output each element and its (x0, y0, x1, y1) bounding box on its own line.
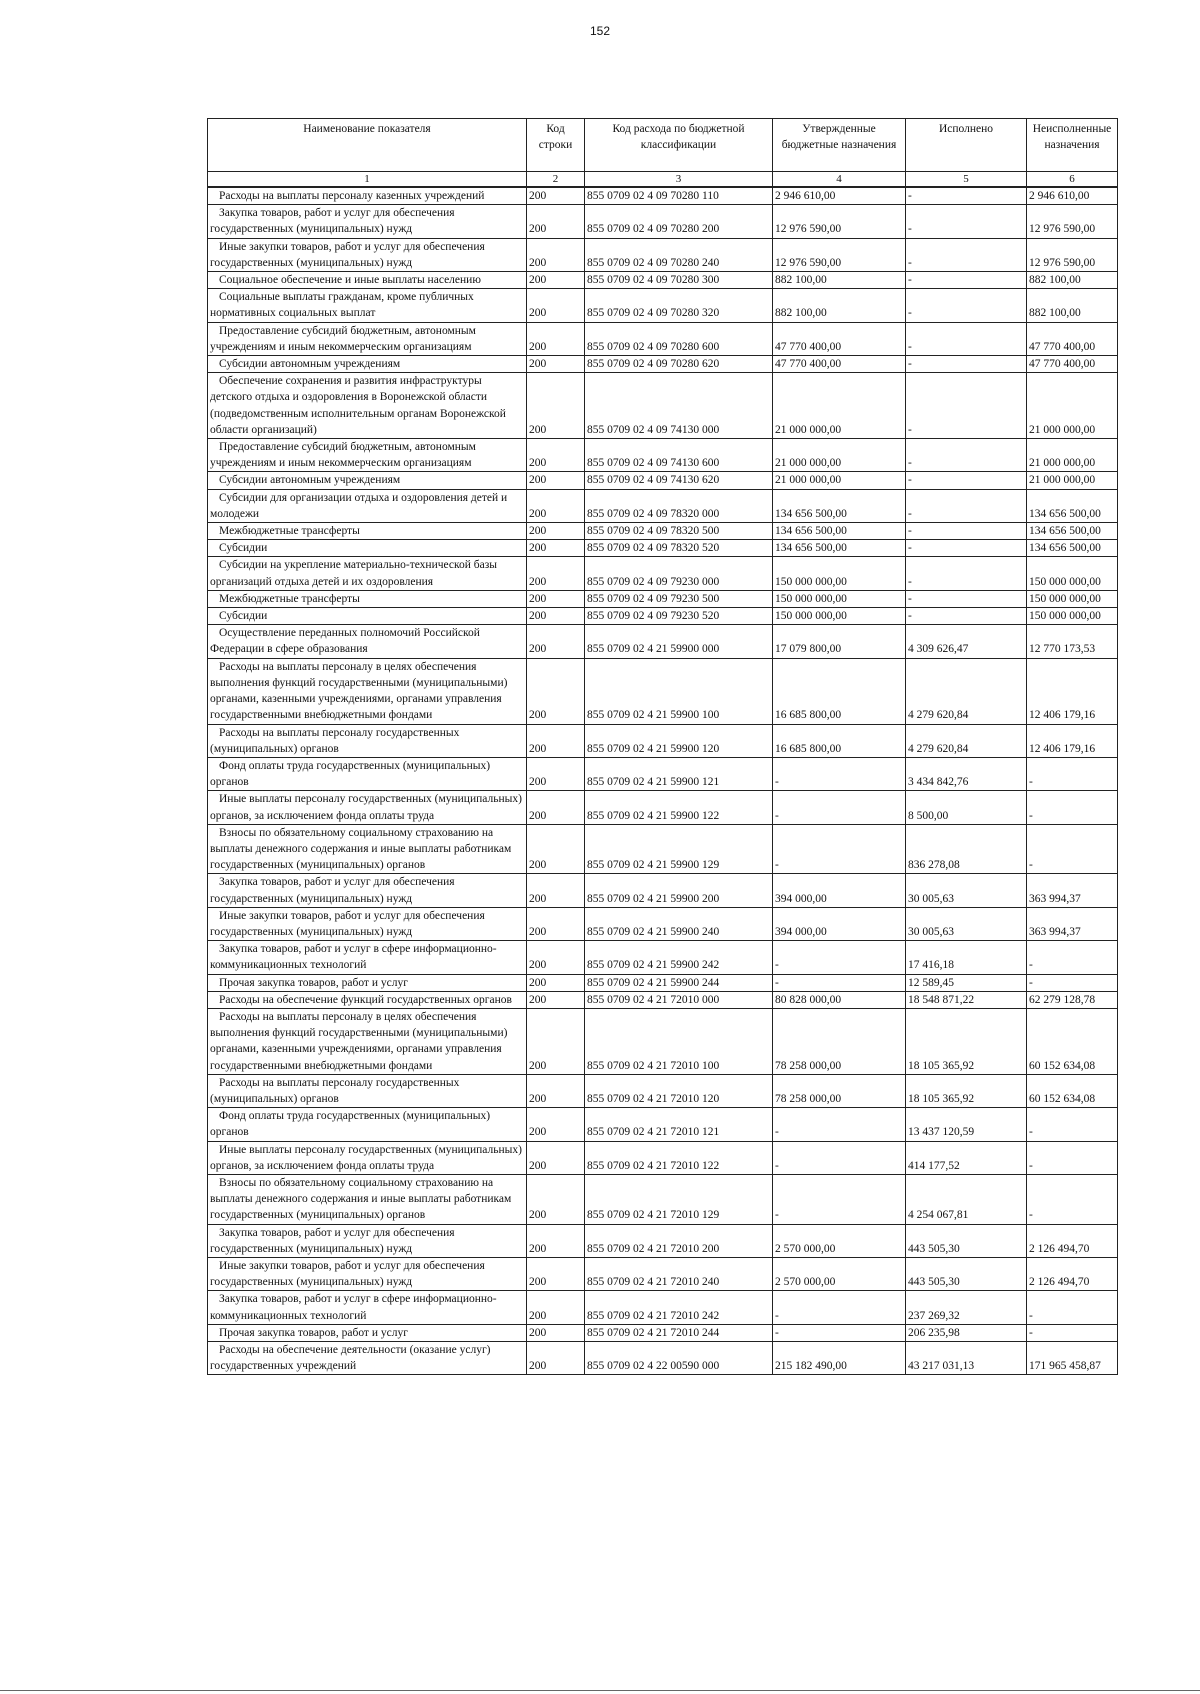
row-executed-amount: 3 434 842,76 (906, 757, 1027, 790)
budget-execution-table (207, 118, 1118, 1375)
table-row (208, 289, 1118, 322)
row-line-code: 200 (527, 1141, 585, 1174)
row-executed-amount: 4 309 626,47 (906, 625, 1027, 658)
table-row (208, 205, 1118, 238)
row-classification-code: 855 0709 02 4 21 59900 120 (585, 724, 773, 757)
table-row (208, 824, 1118, 874)
row-approved-amount: 21 000 000,00 (773, 439, 906, 472)
row-unexecuted-amount: 2 946 610,00 (1027, 187, 1118, 205)
row-unexecuted-amount: 12 976 590,00 (1027, 205, 1118, 238)
row-approved-amount: 882 100,00 (773, 289, 906, 322)
row-unexecuted-amount: - (1027, 824, 1118, 874)
row-line-code: 200 (527, 439, 585, 472)
row-unexecuted-amount: 363 994,37 (1027, 907, 1118, 940)
row-executed-amount: 4 279 620,84 (906, 658, 1027, 724)
row-classification-code: 855 0709 02 4 21 59900 242 (585, 941, 773, 974)
row-unexecuted-amount: 150 000 000,00 (1027, 590, 1118, 607)
table-row (208, 356, 1118, 373)
row-approved-amount: 134 656 500,00 (773, 489, 906, 522)
table-row (208, 322, 1118, 355)
row-unexecuted-amount: 150 000 000,00 (1027, 608, 1118, 625)
row-approved-amount: 78 258 000,00 (773, 1074, 906, 1107)
row-line-code: 200 (527, 373, 585, 439)
table-row (208, 625, 1118, 658)
row-approved-amount: 2 570 000,00 (773, 1224, 906, 1257)
table-row (208, 757, 1118, 790)
row-unexecuted-amount: 134 656 500,00 (1027, 489, 1118, 522)
row-indicator-name: Иные выплаты персоналу государственных (муниципальных) органов, за исключением фонда оплаты труда (208, 1141, 527, 1174)
table-row (208, 991, 1118, 1008)
row-approved-amount: 78 258 000,00 (773, 1008, 906, 1074)
row-executed-amount: 17 416,18 (906, 941, 1027, 974)
row-unexecuted-amount: 363 994,37 (1027, 874, 1118, 907)
row-indicator-name: Закупка товаров, работ и услуг для обеспечения государственных (муниципальных) нужд (208, 205, 527, 238)
row-line-code: 200 (527, 791, 585, 824)
row-unexecuted-amount: - (1027, 974, 1118, 991)
row-executed-amount: - (906, 289, 1027, 322)
row-classification-code: 855 0709 02 4 09 79230 520 (585, 608, 773, 625)
row-line-code: 200 (527, 289, 585, 322)
column-number: 1 (208, 172, 527, 188)
row-approved-amount: 16 685 800,00 (773, 724, 906, 757)
row-indicator-name: Взносы по обязательному социальному страхованию на выплаты денежного содержания и иные выплаты работникам государственных (муниципальных) органов (208, 824, 527, 874)
row-executed-amount: - (906, 322, 1027, 355)
row-line-code: 200 (527, 590, 585, 607)
row-indicator-name: Субсидии на укрепление материально-технической базы организаций отдыха детей и их оздоровления (208, 557, 527, 590)
row-approved-amount: - (773, 1291, 906, 1324)
row-indicator-name: Прочая закупка товаров, работ и услуг (208, 1324, 527, 1341)
row-indicator-name: Расходы на выплаты персоналу в целях обеспечения выполнения функций государственными (муниципальными) органами, казенными учреждениями, органами управления государственными внебюджетными фондами (208, 1008, 527, 1074)
table-row (208, 1141, 1118, 1174)
row-classification-code: 855 0709 02 4 21 72010 121 (585, 1108, 773, 1141)
table-header-row (208, 119, 1118, 172)
table-row (208, 974, 1118, 991)
row-unexecuted-amount: 21 000 000,00 (1027, 373, 1118, 439)
row-approved-amount: - (773, 791, 906, 824)
row-executed-amount: 43 217 031,13 (906, 1342, 1027, 1375)
row-indicator-name: Расходы на обеспечение функций государственных органов (208, 991, 527, 1008)
row-unexecuted-amount: 60 152 634,08 (1027, 1074, 1118, 1107)
row-executed-amount: 443 505,30 (906, 1224, 1027, 1257)
page-number: 152 (589, 24, 611, 38)
row-classification-code: 855 0709 02 4 09 78320 520 (585, 540, 773, 557)
row-line-code: 200 (527, 974, 585, 991)
row-executed-amount: - (906, 472, 1027, 489)
header-approved-appropriations: Утвержденные бюджетные назначения (773, 119, 906, 172)
row-approved-amount: - (773, 1324, 906, 1341)
row-line-code: 200 (527, 625, 585, 658)
row-indicator-name: Межбюджетные трансферты (208, 590, 527, 607)
row-approved-amount: 394 000,00 (773, 907, 906, 940)
row-indicator-name: Социальное обеспечение и иные выплаты населению (208, 272, 527, 289)
row-classification-code: 855 0709 02 4 21 72010 200 (585, 1224, 773, 1257)
row-classification-code: 855 0709 02 4 21 72010 120 (585, 1074, 773, 1107)
row-indicator-name: Осуществление переданных полномочий Российской Федерации в сфере образования (208, 625, 527, 658)
header-budget-classification-code: Код расхода по бюджетной классификации (585, 119, 773, 172)
row-indicator-name: Иные выплаты персоналу государственных (муниципальных) органов, за исключением фонда оплаты труда (208, 791, 527, 824)
row-line-code: 200 (527, 1074, 585, 1107)
row-indicator-name: Взносы по обязательному социальному страхованию на выплаты денежного содержания и иные выплаты работникам государственных (муниципальных) органов (208, 1174, 527, 1224)
row-unexecuted-amount: 12 406 179,16 (1027, 724, 1118, 757)
row-approved-amount: 47 770 400,00 (773, 356, 906, 373)
row-approved-amount: 80 828 000,00 (773, 991, 906, 1008)
row-classification-code: 855 0709 02 4 09 78320 500 (585, 523, 773, 540)
row-unexecuted-amount: - (1027, 1141, 1118, 1174)
row-line-code: 200 (527, 1342, 585, 1375)
row-indicator-name: Иные закупки товаров, работ и услуг для обеспечения государственных (муниципальных) нужд (208, 238, 527, 271)
row-approved-amount: - (773, 1141, 906, 1174)
row-unexecuted-amount: 2 126 494,70 (1027, 1224, 1118, 1257)
row-indicator-name: Обеспечение сохранения и развития инфраструктуры детского отдыха и оздоровления в Воронежской области (подведомственным исполнительным органам Воронежской области организаций) (208, 373, 527, 439)
row-line-code: 200 (527, 1224, 585, 1257)
row-indicator-name: Расходы на выплаты персоналу государственных (муниципальных) органов (208, 724, 527, 757)
table-row (208, 608, 1118, 625)
row-line-code: 200 (527, 187, 585, 205)
row-indicator-name: Расходы на выплаты персоналу в целях обеспечения выполнения функций государственными (муниципальными) органами, казенными учреждениями, органами управления государственными внебюджетными фондами (208, 658, 527, 724)
row-line-code: 200 (527, 356, 585, 373)
row-approved-amount: 12 976 590,00 (773, 238, 906, 271)
row-classification-code: 855 0709 02 4 21 59900 122 (585, 791, 773, 824)
header-unexecuted-appropriations: Неисполненные назначения (1027, 119, 1118, 172)
row-indicator-name: Субсидии автономным учреждениям (208, 356, 527, 373)
row-indicator-name: Субсидии для организации отдыха и оздоровления детей и молодежи (208, 489, 527, 522)
row-classification-code: 855 0709 02 4 21 59900 200 (585, 874, 773, 907)
row-executed-amount: 8 500,00 (906, 791, 1027, 824)
row-line-code: 200 (527, 557, 585, 590)
header-executed: Исполнено (906, 119, 1027, 172)
table-row (208, 540, 1118, 557)
row-unexecuted-amount: 62 279 128,78 (1027, 991, 1118, 1008)
table-row (208, 373, 1118, 439)
table-row (208, 724, 1118, 757)
row-line-code: 200 (527, 489, 585, 522)
row-executed-amount: - (906, 205, 1027, 238)
row-approved-amount: - (773, 941, 906, 974)
row-executed-amount: - (906, 489, 1027, 522)
row-line-code: 200 (527, 757, 585, 790)
row-classification-code: 855 0709 02 4 09 70280 320 (585, 289, 773, 322)
row-executed-amount: 13 437 120,59 (906, 1108, 1027, 1141)
row-classification-code: 855 0709 02 4 21 59900 100 (585, 658, 773, 724)
row-classification-code: 855 0709 02 4 21 59900 244 (585, 974, 773, 991)
row-approved-amount: - (773, 1174, 906, 1224)
table-row (208, 907, 1118, 940)
row-approved-amount: 394 000,00 (773, 874, 906, 907)
row-executed-amount: - (906, 238, 1027, 271)
row-executed-amount: 4 254 067,81 (906, 1174, 1027, 1224)
table-row (208, 1342, 1118, 1375)
row-unexecuted-amount: - (1027, 757, 1118, 790)
table-row (208, 1108, 1118, 1141)
table-row (208, 472, 1118, 489)
row-classification-code: 855 0709 02 4 21 59900 121 (585, 757, 773, 790)
row-line-code: 200 (527, 874, 585, 907)
row-line-code: 200 (527, 540, 585, 557)
row-line-code: 200 (527, 523, 585, 540)
row-indicator-name: Расходы на выплаты персоналу казенных учреждений (208, 187, 527, 205)
table-row (208, 1324, 1118, 1341)
row-unexecuted-amount: 2 126 494,70 (1027, 1258, 1118, 1291)
row-unexecuted-amount: 47 770 400,00 (1027, 322, 1118, 355)
row-indicator-name: Иные закупки товаров, работ и услуг для обеспечения государственных (муниципальных) нужд (208, 907, 527, 940)
table-row (208, 187, 1118, 205)
row-unexecuted-amount: - (1027, 791, 1118, 824)
row-classification-code: 855 0709 02 4 09 70280 620 (585, 356, 773, 373)
row-approved-amount: 12 976 590,00 (773, 205, 906, 238)
table-row (208, 791, 1118, 824)
row-line-code: 200 (527, 1174, 585, 1224)
table-body (208, 187, 1118, 1375)
row-classification-code: 855 0709 02 4 09 70280 200 (585, 205, 773, 238)
row-executed-amount: 237 269,32 (906, 1291, 1027, 1324)
row-unexecuted-amount: - (1027, 941, 1118, 974)
row-classification-code: 855 0709 02 4 21 59900 240 (585, 907, 773, 940)
row-classification-code: 855 0709 02 4 21 72010 000 (585, 991, 773, 1008)
row-approved-amount: 134 656 500,00 (773, 523, 906, 540)
table-row (208, 590, 1118, 607)
row-indicator-name: Закупка товаров, работ и услуг для обеспечения государственных (муниципальных) нужд (208, 874, 527, 907)
row-executed-amount: 30 005,63 (906, 874, 1027, 907)
table-row (208, 557, 1118, 590)
row-indicator-name: Межбюджетные трансферты (208, 523, 527, 540)
row-line-code: 200 (527, 1008, 585, 1074)
row-executed-amount: 18 548 871,22 (906, 991, 1027, 1008)
row-approved-amount: 882 100,00 (773, 272, 906, 289)
row-unexecuted-amount: 60 152 634,08 (1027, 1008, 1118, 1074)
row-approved-amount: 150 000 000,00 (773, 557, 906, 590)
table-row (208, 1174, 1118, 1224)
row-executed-amount: - (906, 439, 1027, 472)
row-indicator-name: Расходы на выплаты персоналу государственных (муниципальных) органов (208, 1074, 527, 1107)
row-classification-code: 855 0709 02 4 09 70280 300 (585, 272, 773, 289)
row-classification-code: 855 0709 02 4 21 59900 000 (585, 625, 773, 658)
row-unexecuted-amount: - (1027, 1324, 1118, 1341)
row-classification-code: 855 0709 02 4 21 72010 242 (585, 1291, 773, 1324)
row-line-code: 200 (527, 724, 585, 757)
table-row (208, 272, 1118, 289)
row-line-code: 200 (527, 205, 585, 238)
row-unexecuted-amount: 47 770 400,00 (1027, 356, 1118, 373)
row-executed-amount: 836 278,08 (906, 824, 1027, 874)
row-line-code: 200 (527, 1108, 585, 1141)
row-line-code: 200 (527, 1291, 585, 1324)
row-executed-amount: - (906, 557, 1027, 590)
row-unexecuted-amount: 150 000 000,00 (1027, 557, 1118, 590)
row-approved-amount: - (773, 1108, 906, 1141)
row-classification-code: 855 0709 02 4 09 74130 620 (585, 472, 773, 489)
row-line-code: 200 (527, 1258, 585, 1291)
row-indicator-name: Закупка товаров, работ и услуг в сфере информационно-коммуникационных технологий (208, 1291, 527, 1324)
row-indicator-name: Фонд оплаты труда государственных (муниципальных) органов (208, 1108, 527, 1141)
row-executed-amount: 12 589,45 (906, 974, 1027, 991)
row-indicator-name: Субсидии (208, 540, 527, 557)
row-executed-amount: 206 235,98 (906, 1324, 1027, 1341)
table-row (208, 238, 1118, 271)
row-unexecuted-amount: 171 965 458,87 (1027, 1342, 1118, 1375)
column-number: 4 (773, 172, 906, 188)
row-unexecuted-amount: - (1027, 1291, 1118, 1324)
row-approved-amount: 134 656 500,00 (773, 540, 906, 557)
row-unexecuted-amount: - (1027, 1174, 1118, 1224)
row-executed-amount: 414 177,52 (906, 1141, 1027, 1174)
row-approved-amount: 150 000 000,00 (773, 590, 906, 607)
row-executed-amount: - (906, 540, 1027, 557)
page-bottom-rule (0, 1690, 1200, 1691)
column-number: 2 (527, 172, 585, 188)
row-line-code: 200 (527, 991, 585, 1008)
row-approved-amount: 21 000 000,00 (773, 373, 906, 439)
row-indicator-name: Социальные выплаты гражданам, кроме публичных нормативных социальных выплат (208, 289, 527, 322)
row-executed-amount: - (906, 373, 1027, 439)
table-row (208, 658, 1118, 724)
table-row (208, 1008, 1118, 1074)
row-classification-code: 855 0709 02 4 09 74130 000 (585, 373, 773, 439)
row-approved-amount: 215 182 490,00 (773, 1342, 906, 1375)
table-row (208, 523, 1118, 540)
row-indicator-name: Фонд оплаты труда государственных (муниципальных) органов (208, 757, 527, 790)
row-executed-amount: - (906, 608, 1027, 625)
row-indicator-name: Субсидии автономным учреждениям (208, 472, 527, 489)
table-row (208, 489, 1118, 522)
row-approved-amount: 150 000 000,00 (773, 608, 906, 625)
row-line-code: 200 (527, 824, 585, 874)
row-unexecuted-amount: 134 656 500,00 (1027, 540, 1118, 557)
row-executed-amount: 18 105 365,92 (906, 1008, 1027, 1074)
row-unexecuted-amount: 882 100,00 (1027, 272, 1118, 289)
row-indicator-name: Закупка товаров, работ и услуг в сфере информационно-коммуникационных технологий (208, 941, 527, 974)
row-indicator-name: Иные закупки товаров, работ и услуг для обеспечения государственных (муниципальных) нужд (208, 1258, 527, 1291)
row-unexecuted-amount: 882 100,00 (1027, 289, 1118, 322)
row-approved-amount: 21 000 000,00 (773, 472, 906, 489)
row-line-code: 200 (527, 941, 585, 974)
row-executed-amount: - (906, 272, 1027, 289)
row-approved-amount: 2 946 610,00 (773, 187, 906, 205)
row-classification-code: 855 0709 02 4 21 72010 244 (585, 1324, 773, 1341)
row-classification-code: 855 0709 02 4 21 72010 129 (585, 1174, 773, 1224)
table-row (208, 1291, 1118, 1324)
table-row (208, 439, 1118, 472)
row-approved-amount: - (773, 757, 906, 790)
table-row (208, 874, 1118, 907)
column-number-row (208, 172, 1118, 188)
column-number: 3 (585, 172, 773, 188)
row-executed-amount: - (906, 356, 1027, 373)
row-classification-code: 855 0709 02 4 09 79230 500 (585, 590, 773, 607)
row-indicator-name: Закупка товаров, работ и услуг для обеспечения государственных (муниципальных) нужд (208, 1224, 527, 1257)
row-indicator-name: Прочая закупка товаров, работ и услуг (208, 974, 527, 991)
row-classification-code: 855 0709 02 4 09 70280 600 (585, 322, 773, 355)
row-unexecuted-amount: 134 656 500,00 (1027, 523, 1118, 540)
row-classification-code: 855 0709 02 4 21 59900 129 (585, 824, 773, 874)
row-approved-amount: - (773, 824, 906, 874)
row-executed-amount: - (906, 523, 1027, 540)
row-line-code: 200 (527, 608, 585, 625)
row-line-code: 200 (527, 272, 585, 289)
row-approved-amount: 2 570 000,00 (773, 1258, 906, 1291)
row-unexecuted-amount: 12 976 590,00 (1027, 238, 1118, 271)
row-unexecuted-amount: 12 770 173,53 (1027, 625, 1118, 658)
row-line-code: 200 (527, 1324, 585, 1341)
row-indicator-name: Субсидии (208, 608, 527, 625)
table-row (208, 941, 1118, 974)
column-number: 5 (906, 172, 1027, 188)
header-line-code: Код строки (527, 119, 585, 172)
row-classification-code: 855 0709 02 4 21 72010 240 (585, 1258, 773, 1291)
row-unexecuted-amount: 21 000 000,00 (1027, 439, 1118, 472)
row-line-code: 200 (527, 322, 585, 355)
row-classification-code: 855 0709 02 4 22 00590 000 (585, 1342, 773, 1375)
row-line-code: 200 (527, 238, 585, 271)
row-classification-code: 855 0709 02 4 09 79230 000 (585, 557, 773, 590)
row-indicator-name: Предоставление субсидий бюджетным, автономным учреждениям и иным некоммерческим организациям (208, 322, 527, 355)
row-unexecuted-amount: 12 406 179,16 (1027, 658, 1118, 724)
row-line-code: 200 (527, 472, 585, 489)
row-executed-amount: 443 505,30 (906, 1258, 1027, 1291)
row-classification-code: 855 0709 02 4 09 70280 110 (585, 187, 773, 205)
row-indicator-name: Расходы на обеспечение деятельности (оказание услуг) государственных учреждений (208, 1342, 527, 1375)
row-classification-code: 855 0709 02 4 09 78320 000 (585, 489, 773, 522)
row-approved-amount: 47 770 400,00 (773, 322, 906, 355)
table-row (208, 1074, 1118, 1107)
row-classification-code: 855 0709 02 4 21 72010 122 (585, 1141, 773, 1174)
row-line-code: 200 (527, 658, 585, 724)
row-executed-amount: 18 105 365,92 (906, 1074, 1027, 1107)
row-executed-amount: - (906, 187, 1027, 205)
header-indicator-name: Наименование показателя (208, 119, 527, 172)
row-classification-code: 855 0709 02 4 09 74130 600 (585, 439, 773, 472)
row-executed-amount: 4 279 620,84 (906, 724, 1027, 757)
row-approved-amount: - (773, 974, 906, 991)
table-row (208, 1258, 1118, 1291)
row-approved-amount: 17 079 800,00 (773, 625, 906, 658)
row-line-code: 200 (527, 907, 585, 940)
row-indicator-name: Предоставление субсидий бюджетным, автономным учреждениям и иным некоммерческим организациям (208, 439, 527, 472)
column-number: 6 (1027, 172, 1118, 188)
row-classification-code: 855 0709 02 4 21 72010 100 (585, 1008, 773, 1074)
row-approved-amount: 16 685 800,00 (773, 658, 906, 724)
table-row (208, 1224, 1118, 1257)
row-unexecuted-amount: 21 000 000,00 (1027, 472, 1118, 489)
row-classification-code: 855 0709 02 4 09 70280 240 (585, 238, 773, 271)
row-unexecuted-amount: - (1027, 1108, 1118, 1141)
row-executed-amount: - (906, 590, 1027, 607)
row-executed-amount: 30 005,63 (906, 907, 1027, 940)
